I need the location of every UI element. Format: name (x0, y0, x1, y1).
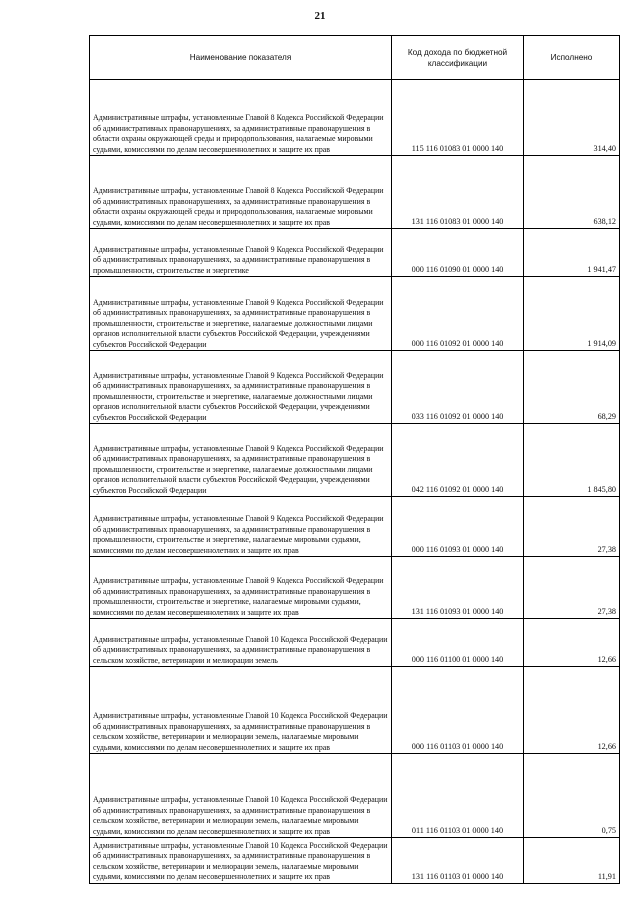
table-row (90, 667, 620, 754)
row-name: Административные штрафы, установленные Главой 10 Кодекса Российской Федерации об административных правонарушениях, за административные правонарушения в сельском хозяйстве, ветеринарии и мелиорации земель, налагаемые мировыми судьями, комиссиями по делам несовершеннолетних и защите их прав (90, 754, 392, 838)
row-name: Административные штрафы, установленные Главой 9 Кодекса Российской Федерации об административных правонарушениях, за административные правонарушения в промышленности, строительстве и энергетике, налагаемые должностными лицами органов исполнительной власти субъектов Российской Федерации, учреждениями субъектов Российской Федерации (90, 351, 392, 424)
row-name: Административные штрафы, установленные Главой 8 Кодекса Российской Федерации об административных правонарушениях, за административные правонарушения в области охраны окружающей среды и природопользования, налагаемые мировыми судьями, комиссиями по делам несовершеннолетних и защите их прав (90, 156, 392, 229)
table-row (90, 619, 620, 667)
table-row (90, 80, 620, 156)
row-code: 000 116 01092 01 0000 140 (392, 277, 524, 351)
row-amount: 27,38 (524, 557, 620, 619)
header-code: Код дохода по бюджетной классификации (392, 36, 524, 80)
row-code: 131 116 01103 01 0000 140 (392, 838, 524, 884)
row-amount: 11,91 (524, 838, 620, 884)
row-name: Административные штрафы, установленные Главой 9 Кодекса Российской Федерации об административных правонарушениях, за административные правонарушения в промышленности, строительстве и энергетике, налагаемые мировыми судьями, комиссиями по делам несовершеннолетних и защите их прав (90, 557, 392, 619)
row-amount: 314,40 (524, 80, 620, 156)
header-executed: Исполнено (524, 36, 620, 80)
row-code: 042 116 01092 01 0000 140 (392, 424, 524, 497)
row-code: 033 116 01092 01 0000 140 (392, 351, 524, 424)
row-amount: 68,29 (524, 351, 620, 424)
table-row (90, 424, 620, 497)
row-name: Административные штрафы, установленные Главой 9 Кодекса Российской Федерации об административных правонарушениях, за административные правонарушения в промышленности, строительстве и энергетике, налагаемые должностными лицами органов исполнительной власти субъектов Российской Федерации, учреждениями субъектов Российской Федерации (90, 424, 392, 497)
table-row (90, 229, 620, 277)
table-row (90, 557, 620, 619)
row-name: Административные штрафы, установленные Главой 8 Кодекса Российской Федерации об административных правонарушениях, за административные правонарушения в области охраны окружающей среды и природопользования, налагаемые мировыми судьями, комиссиями по делам несовершеннолетних и защите их прав (90, 80, 392, 156)
row-code: 131 116 01083 01 0000 140 (392, 156, 524, 229)
row-name: Административные штрафы, установленные Главой 10 Кодекса Российской Федерации об административных правонарушениях, за административные правонарушения в сельском хозяйстве, ветеринарии и мелиорации земель (90, 619, 392, 667)
row-code: 131 116 01093 01 0000 140 (392, 557, 524, 619)
row-amount: 0,75 (524, 754, 620, 838)
table-header-row (90, 36, 620, 80)
row-name: Административные штрафы, установленные Главой 9 Кодекса Российской Федерации об административных правонарушениях, за административные правонарушения в промышленности, строительстве и энергетике (90, 229, 392, 277)
row-amount: 638,12 (524, 156, 620, 229)
row-code: 115 116 01083 01 0000 140 (392, 80, 524, 156)
table-row (90, 838, 620, 884)
row-amount: 12,66 (524, 619, 620, 667)
row-amount: 27,38 (524, 497, 620, 557)
row-amount: 1 941,47 (524, 229, 620, 277)
header-name: Наименование показателя (90, 36, 392, 80)
table-row (90, 754, 620, 838)
row-amount: 12,66 (524, 667, 620, 754)
table-row (90, 277, 620, 351)
row-name: Административные штрафы, установленные Главой 10 Кодекса Российской Федерации об административных правонарушениях, за административные правонарушения в сельском хозяйстве, ветеринарии и мелиорации земель, налагаемые мировыми судьями, комиссиями по делам несовершеннолетних и защите их прав (90, 667, 392, 754)
budget-table (89, 35, 620, 884)
page-number: 21 (314, 10, 326, 22)
row-code: 000 116 01090 01 0000 140 (392, 229, 524, 277)
row-name: Административные штрафы, установленные Главой 9 Кодекса Российской Федерации об административных правонарушениях, за административные правонарушения в промышленности, строительстве и энергетике, налагаемые должностными лицами органов исполнительной власти субъектов Российской Федерации, учреждениями субъектов Российской Федерации (90, 277, 392, 351)
row-name: Административные штрафы, установленные Главой 9 Кодекса Российской Федерации об административных правонарушениях, за административные правонарушения в промышленности, строительстве и энергетике, налагаемые мировыми судьями, комиссиями по делам несовершеннолетних и защите их прав (90, 497, 392, 557)
table-row (90, 497, 620, 557)
row-code: 000 116 01103 01 0000 140 (392, 667, 524, 754)
row-code: 000 116 01100 01 0000 140 (392, 619, 524, 667)
row-code: 000 116 01093 01 0000 140 (392, 497, 524, 557)
row-code: 011 116 01103 01 0000 140 (392, 754, 524, 838)
row-amount: 1 845,80 (524, 424, 620, 497)
table-row (90, 156, 620, 229)
table-row (90, 351, 620, 424)
row-amount: 1 914,09 (524, 277, 620, 351)
row-name: Административные штрафы, установленные Главой 10 Кодекса Российской Федерации об административных правонарушениях, за административные правонарушения в сельском хозяйстве, ветеринарии и мелиорации земель, налагаемые мировыми судьями, комиссиями по делам несовершеннолетних и защите их прав (90, 838, 392, 884)
